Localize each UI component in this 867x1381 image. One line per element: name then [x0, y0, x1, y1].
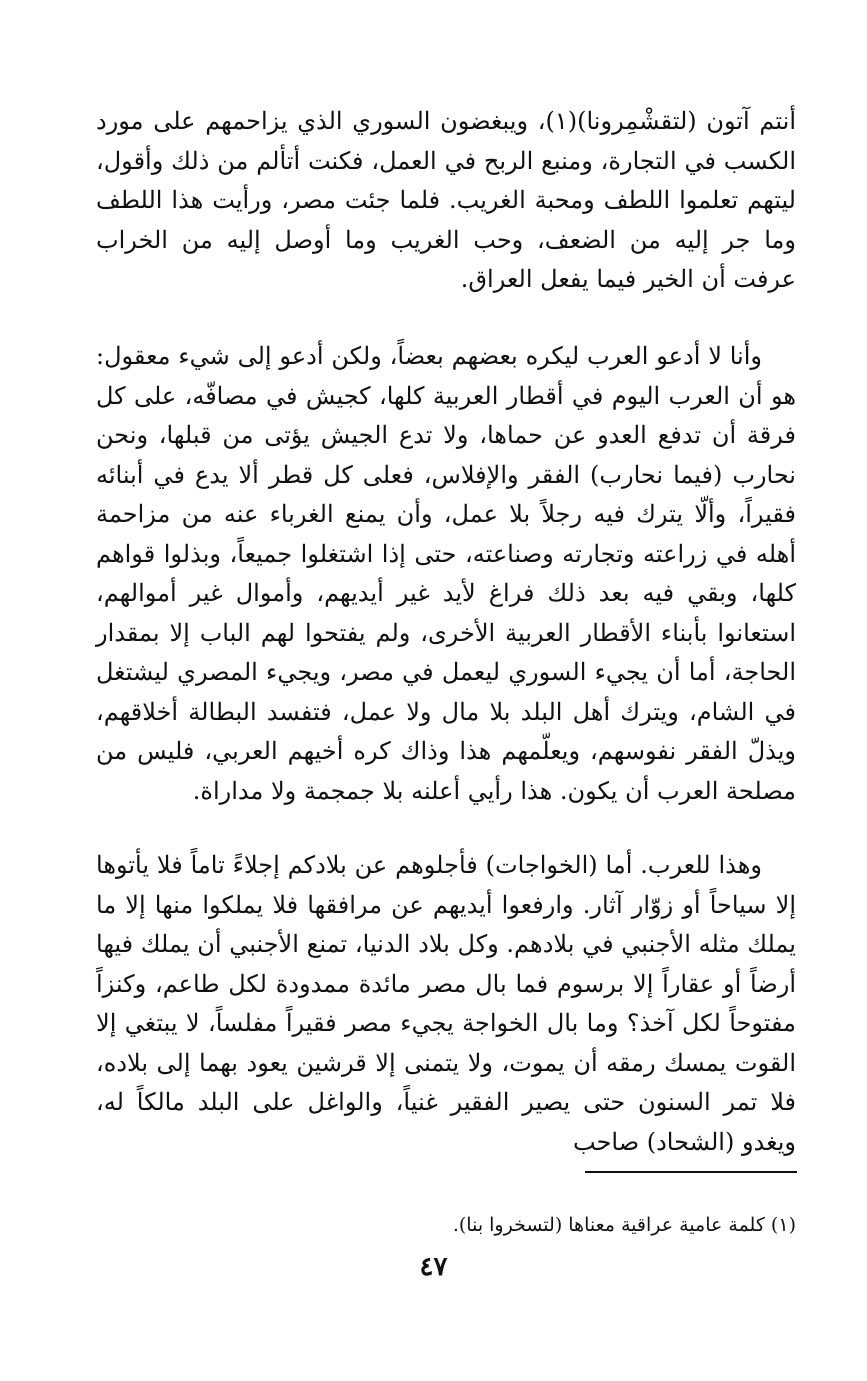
- paragraph-1: أنتم آتون (لتقشْمِرونا)(١)، ويبغضون السوري الذي يزاحمهم على مورد الكسب في التجارة، ومنبع الربح في العمل، فكنت أتألم من ذلك وأقول، ليتهم تعلموا اللطف ومحبة الغريب. فلما جئت مصر، ورأيت هذا اللطف وما جر إليه من الضعف، وحب الغريب وما أوصل إليه من الخراب عرفت أن الخير فيما يفعل العراق.: [96, 107, 796, 293]
- page-number: ٤٧: [419, 1252, 448, 1282]
- paragraph-3: وهذا للعرب. أما (الخواجات) فأجلوهم عن بلادكم إجلاءً تاماً فلا يأتوها إلا سياحاً أو زوّار آثار. وارفعوا أيديهم عن مرافقها فلا يملكوا منها إلا ما يملك مثله الأجنبي في بلادهم. وكل بلاد الدنيا، تمنع الأجنبي أن يملك فيها أرضاً أو عقاراً إلا برسوم فما بال مصر مائدة ممدودة لكل طاعم، وكنزاً مفتوحاً لكل آخذ؟ وما بال الخواجة يجيء مصر فقيراً مفلساً، لا يبتغي إلا القوت يمسك رمقه أن يموت، ولا يتمنى إلا قرشين يعود بهما إلى بلاده، فلا تمر السنون حتى يصير الفقير غنياً، والواغل على البلد مالكاً له، ويغدو (الشحاد) صاحب: [96, 851, 796, 1156]
- footnote-divider: [585, 1171, 797, 1173]
- paragraph-2: وأنا لا أدعو العرب ليكره بعضهم بعضاً، ولكن أدعو إلى شيء معقول: هو أن العرب اليوم في أقطار العربية كلها، كجيش في مصافّه، على كل فرقة أن تدفع العدو عن حماها، ولا تدع الجيش يؤتى من قبلها، ونحن نحارب (فيما نحارب) الفقر والإفلاس، فعلى كل قطر ألا يدع في أبنائه فقيراً، وألّا يترك فيه رجلاً بلا عمل، وأن يمنع الغرباء عنه من مزاحمة أهله في زراعته وتجارته وصناعته، حتى إذا اشتغلوا جميعاً، وبذلوا قواهم كلها، وبقي فيه بعد ذلك فراغ لأيد غير أيديهم، وأموال غير أموالهم، استعانوا بأبناء الأقطار العربية الأخرى، ولم يفتحوا لهم الباب إلا بمقدار الحاجة، أما أن يجيء السوري ليعمل في مصر، ويجيء المصري ليشتغل في الشام، ويترك أهل البلد بلا مال ولا عمل، فتفسد البطالة أخلاقهم، ويذلّ الفقر نفوسهم، ويعلّمهم هذا وذاك كره أخيهم العربي، فليس من مصلحة العرب أن يكون. هذا رأيي أعلنه بلا جمجمة ولا مداراة.: [96, 342, 796, 805]
- footnote: (١) كلمة عامية عراقية معناها (لتسخروا بنا).: [452, 1214, 796, 1236]
